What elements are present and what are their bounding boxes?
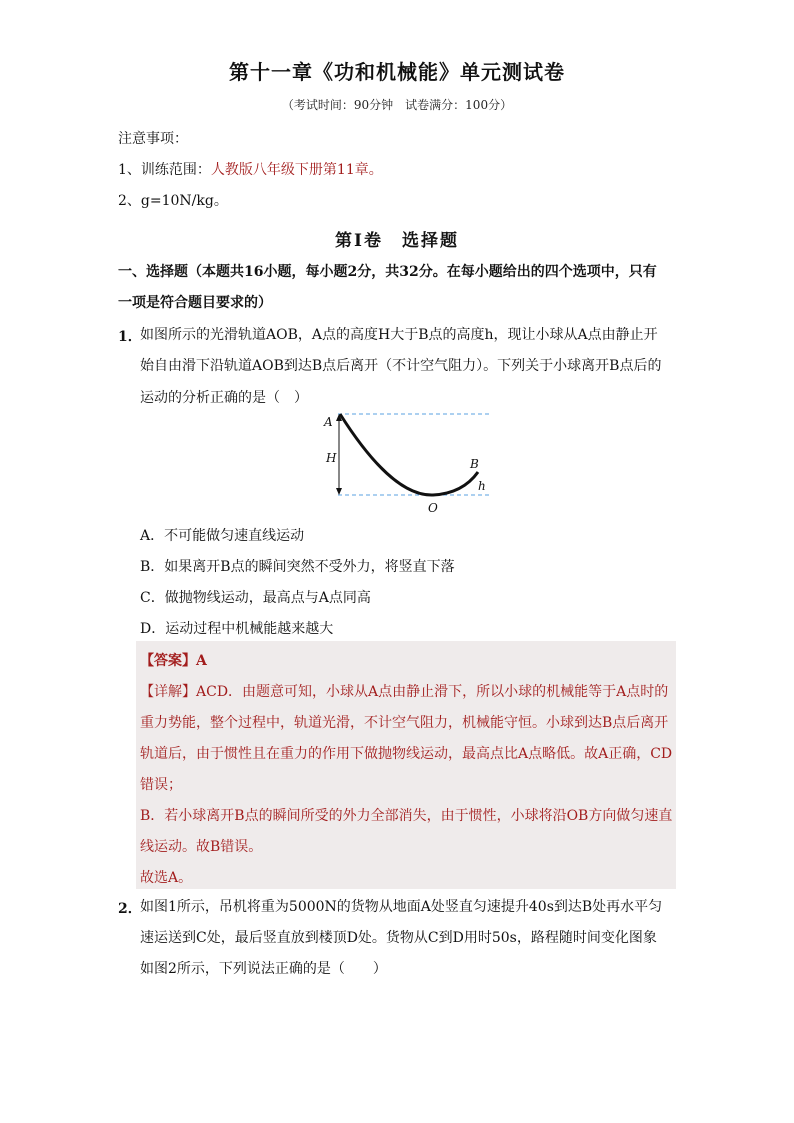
explanation-line-7: 故选A。 [140,870,193,886]
question-2-number: 2． [118,901,142,917]
question-1-number: 1． [118,329,142,345]
section-title: 第Ⅰ卷 选择题 [335,231,459,251]
note-item-1-value: 人教版八年级下册第11章。 [210,162,383,178]
option-a: A．不可能做匀速直线运动 [140,528,305,544]
part-heading-line-1: 一、选择题（本题共16小题，每小题2分，共32分。在每小题给出的四个选项中，只有 [118,264,657,280]
label-h-small: h [478,479,486,493]
explanation-line-2: 重力势能，整个过程中，轨道光滑，不计空气阻力，机械能守恒。小球到达B点后离开 [140,715,669,731]
label-h-big: H [326,451,337,465]
question-2-line-2: 速运送到C处，最后竖直放到楼顶D处。货物从C到D用时50s，路程随时间变化图象 [140,930,657,946]
exam-info: （考试时间：90分钟 试卷满分：100分） [281,98,513,112]
label-b: B [470,457,479,471]
explanation-line-1: 【详解】ACD．由题意可知，小球从A点由静止滑下，所以小球的机械能等于A点时的 [140,684,669,700]
question-2-line-1: 如图1所示，吊机将重为5000N的货物从地面A处竖直匀速提升40s到达B处再水平匀 [140,899,663,915]
height-arrow-down [336,488,342,495]
option-c: C．做抛物线运动，最高点与A点同高 [140,590,371,606]
track-curve [340,414,478,495]
page-title: 第十一章《功和机械能》单元测试卷 [229,60,565,84]
label-o: O [428,501,438,515]
explanation-line-4: 错误； [140,777,182,793]
explanation-line-6: 线运动。故B错误。 [140,839,263,855]
explanation-line-5: B．若小球离开B点的瞬间所受的外力全部消失，由于惯性，小球将沿OB方向做匀速直 [140,808,673,824]
question-1-line-1: 如图所示的光滑轨道AOB，A点的高度H大于B点的高度h，现让小球从A点由静止开 [140,327,658,343]
question-1-line-3: 运动的分析正确的是（ ） [140,390,308,406]
explanation-line-3: 轨道后，由于惯性且在重力的作用下做抛物线运动，最高点比A点略低。故A正确，CD [140,746,673,762]
question-2-line-3: 如图2所示，下列说法正确的是（ ） [140,961,387,977]
answer-line: 【答案】A [140,653,207,669]
track-figure [318,404,498,516]
note-item-1-prefix: 1、训练范围： [118,162,211,178]
note-item-1 [118,161,383,179]
question-1-line-2: 始自由滑下沿轨道AOB到达B点后离开（不计空气阻力）。下列关于小球离开B点后的 [140,358,662,374]
option-d: D．运动过程中机械能越来越大 [140,621,334,637]
label-a: A [324,415,333,429]
note-item-2: 2、g=10N/kg。 [118,193,228,209]
option-b: B．如果离开B点的瞬间突然不受外力，将竖直下落 [140,559,455,575]
notes-heading: 注意事项： [118,131,188,147]
part-heading-line-2: 一项是符合题目要求的） [118,295,272,311]
